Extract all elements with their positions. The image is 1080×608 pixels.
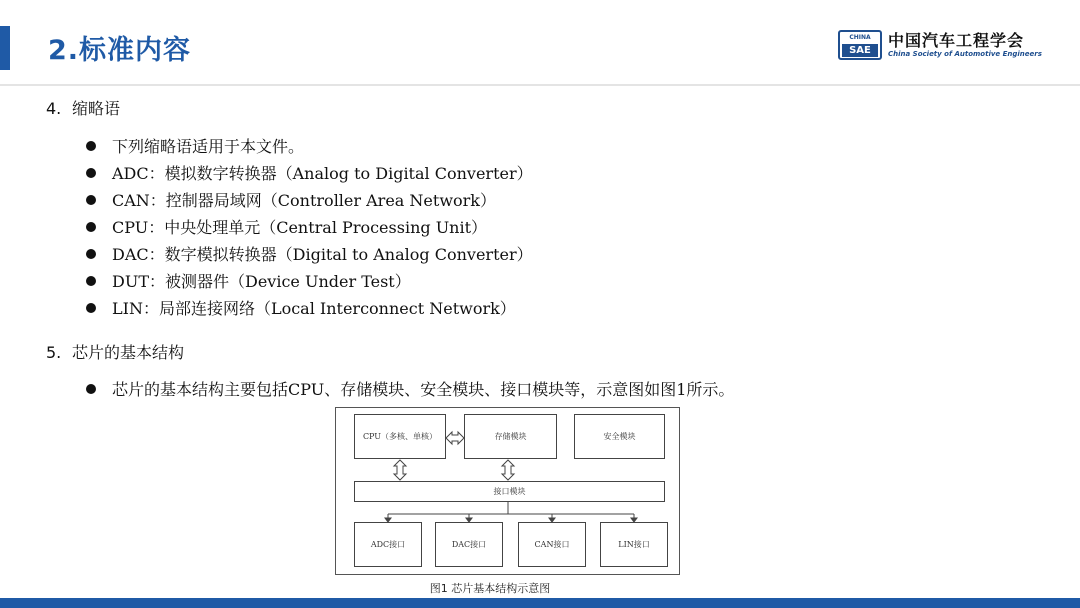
can-interface-block: CAN接口 bbox=[518, 522, 586, 567]
logo-name-en: China Society of Automotive Engineers bbox=[888, 50, 1042, 58]
cpu-interface-arrow bbox=[394, 460, 406, 480]
bullet-icon bbox=[86, 195, 96, 205]
list-item: ADC：模拟数字转换器（Analog to Digital Converter） bbox=[86, 160, 533, 187]
adc-interface-block: ADC接口 bbox=[354, 522, 422, 567]
section-number: 5. bbox=[46, 343, 62, 362]
china-sae-logo bbox=[838, 30, 1053, 64]
footer-bar bbox=[0, 598, 1080, 608]
list-item: DUT：被测器件（Device Under Test） bbox=[86, 268, 533, 295]
sae-badge-icon bbox=[838, 30, 882, 60]
dac-interface-block: DAC接口 bbox=[435, 522, 503, 567]
list-item: 芯片的基本结构主要包括CPU、存储模块、安全模块、接口模块等，示意图如图1所示。 bbox=[86, 376, 734, 403]
badge-top-text: CHINA bbox=[849, 34, 871, 41]
bullet-icon bbox=[86, 303, 96, 313]
storage-block: 存储模块 bbox=[464, 414, 557, 459]
bullet-icon bbox=[86, 168, 96, 178]
section-number: 4. bbox=[46, 99, 62, 118]
bullet-icon bbox=[86, 249, 96, 259]
badge-bottom-text: SAE bbox=[842, 44, 878, 57]
section-heading-text: 芯片的基本结构 bbox=[72, 343, 185, 362]
list-item: LIN：局部连接网络（Local Interconnect Network） bbox=[86, 295, 533, 322]
page-title: 2.标准内容 bbox=[48, 35, 192, 66]
section-heading-text: 缩略语 bbox=[72, 99, 121, 118]
abbreviation-list bbox=[86, 133, 533, 322]
logo-name-cn: 中国汽车工程学会 bbox=[888, 31, 1025, 50]
bullet-icon bbox=[86, 141, 96, 151]
list-item: CPU：中央处理单元（Central Processing Unit） bbox=[86, 214, 533, 241]
section-heading-5 bbox=[46, 340, 184, 363]
list-item: CAN：控制器局域网（Controller Area Network） bbox=[86, 187, 533, 214]
figure-caption: 图1 芯片基本结构示意图 bbox=[429, 582, 551, 595]
bullet-icon bbox=[86, 384, 96, 394]
bullet-icon bbox=[86, 222, 96, 232]
interface-bus bbox=[385, 502, 637, 522]
bullet-icon bbox=[86, 276, 96, 286]
chip-structure-diagram bbox=[335, 407, 680, 575]
section-heading-4 bbox=[46, 96, 120, 119]
interface-block: 接口模块 bbox=[354, 481, 665, 502]
security-block: 安全模块 bbox=[574, 414, 665, 459]
list-item: 下列缩略语适用于本文件。 bbox=[86, 133, 533, 160]
header-divider bbox=[0, 84, 1080, 86]
structure-list bbox=[86, 376, 734, 403]
cpu-block: CPU（多核、单核） bbox=[354, 414, 446, 459]
cpu-storage-arrow bbox=[446, 432, 464, 444]
lin-interface-block: LIN接口 bbox=[600, 522, 668, 567]
title-accent-bar bbox=[0, 26, 10, 70]
storage-interface-arrow bbox=[502, 460, 514, 480]
list-item: DAC：数字模拟转换器（Digital to Analog Converter） bbox=[86, 241, 533, 268]
